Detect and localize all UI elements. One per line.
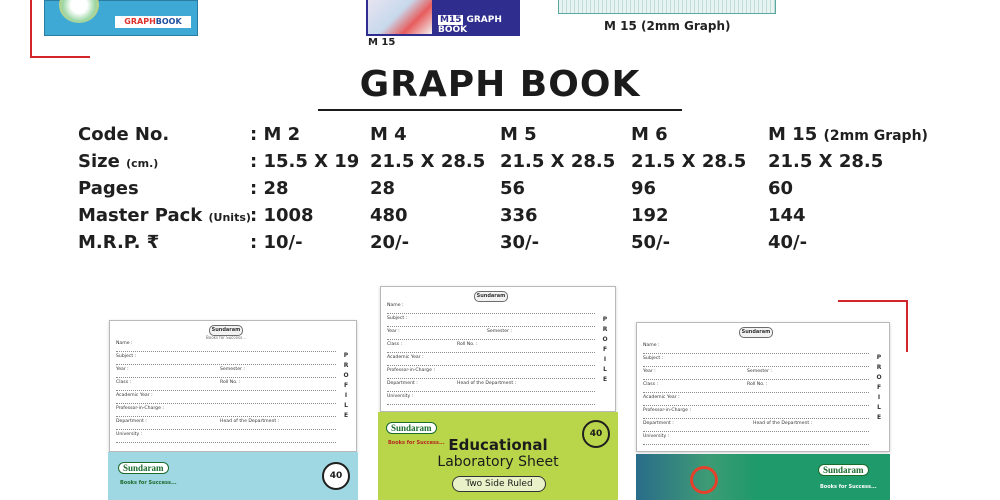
profile-letter: R — [343, 362, 349, 369]
form-field-year: Year : Semester : — [643, 369, 869, 380]
cover-tagline: Books for Success... — [388, 440, 445, 446]
cover-left — [108, 452, 358, 500]
profile-vertical-label — [599, 315, 611, 385]
anniversary-seal: 40 — [582, 420, 610, 448]
form-field-department: Department : Head of the Department : — [387, 381, 595, 392]
row-label: Master Pack (Units) — [78, 205, 251, 226]
profile-letter: L — [877, 404, 881, 411]
profile-letter: E — [343, 412, 349, 419]
profile-letter: L — [344, 402, 348, 409]
cover-logo: Sundaram — [386, 422, 437, 434]
corner-accent-line — [30, 0, 32, 58]
profile-letter: L — [603, 366, 607, 373]
spec-row-code — [78, 124, 958, 151]
profile-letter: I — [877, 394, 881, 401]
row-label: Pages — [78, 178, 139, 199]
cell-m6: 192 — [631, 205, 669, 226]
form-field-name: Name : — [116, 341, 336, 352]
form-field-professor: Professor-in-Charge : — [387, 368, 595, 379]
form-field-name: Name : — [643, 343, 869, 354]
cell-m6: 21.5 X 28.5 — [631, 151, 747, 172]
cell-m15: 21.5 X 28.5 — [768, 151, 884, 172]
cell-m6: M 6 — [631, 124, 668, 145]
cover-title: Educational — [448, 436, 548, 454]
profile-letter: O — [602, 336, 608, 343]
profile-letter: F — [343, 382, 349, 389]
form-field-university: University : — [116, 432, 336, 443]
page-title: GRAPH BOOK — [359, 64, 641, 105]
row-label: Code No. — [78, 124, 170, 145]
profile-letter: F — [602, 346, 608, 353]
anniversary-seal: 40 — [322, 462, 350, 490]
profile-letter: P — [876, 354, 882, 361]
cell-m2: : 1008 — [250, 205, 314, 226]
cover-tagline: Books for Success... — [820, 484, 877, 490]
form-field-professor: Professor-in-Charge : — [116, 406, 336, 417]
atom-icon — [690, 466, 718, 494]
thumbnail-label: M15 GRAPH BOOK — [438, 15, 502, 35]
profile-letter: O — [343, 372, 349, 379]
form-field-university: University : — [643, 434, 869, 445]
profile-card-left — [109, 320, 357, 452]
profile-letter: O — [876, 374, 882, 381]
profile-letter: E — [876, 414, 882, 421]
brand-logo: Sundaram — [474, 291, 508, 302]
brand-logo: Sundaram — [209, 325, 243, 336]
cover-subtitle: Laboratory Sheet — [437, 454, 559, 470]
product-thumbnail-graph-sheet — [558, 0, 776, 14]
form-field-class: Class : Roll No. : — [387, 342, 595, 353]
cell-m4: 480 — [370, 205, 408, 226]
brand-logo: Sundaram — [739, 327, 773, 338]
cell-m5: M 5 — [500, 124, 537, 145]
spec-row-size — [78, 151, 958, 178]
cover-art-image — [59, 0, 99, 23]
profile-vertical-label — [873, 353, 885, 423]
form-field-subject: Subject : — [116, 354, 336, 365]
corner-accent-line — [30, 56, 90, 58]
form-field-department: Department : Head of the Department : — [116, 419, 336, 430]
product-thumbnail-graph-book — [44, 0, 198, 36]
form-field-subject: Subject : — [643, 356, 869, 367]
thumbnail-caption: M 15 (2mm Graph) — [604, 19, 731, 33]
cell-m4: 28 — [370, 178, 396, 199]
form-field-name: Name : — [387, 303, 595, 314]
row-label: Size (cm.) — [78, 151, 159, 172]
form-field-class: Class : Roll No. : — [116, 380, 336, 391]
corner-accent-line — [838, 300, 908, 302]
cell-m5: 56 — [500, 178, 526, 199]
form-field-university: University : — [387, 394, 595, 405]
cell-m6: 50/- — [631, 232, 671, 253]
profile-letter: P — [343, 352, 349, 359]
spec-row-pages — [78, 178, 958, 205]
form-field-subject: Subject : — [387, 316, 595, 327]
cell-m5: 30/- — [500, 232, 540, 253]
title-underline — [318, 109, 682, 111]
cell-m15: M 15 (2mm Graph) — [768, 124, 928, 145]
cell-m4: 21.5 X 28.5 — [370, 151, 486, 172]
cell-m4: 20/- — [370, 232, 410, 253]
spec-row-mrp — [78, 232, 958, 259]
brand-tagline: Books for Success... — [206, 335, 246, 340]
cover-tagline: Books for Success... — [120, 480, 177, 486]
cell-m2: : 28 — [250, 178, 289, 199]
profile-letter: I — [344, 392, 348, 399]
cover-logo: Sundaram — [818, 464, 869, 476]
form-field-department: Department : Head of the Department : — [643, 421, 869, 432]
cell-m6: 96 — [631, 178, 657, 199]
cell-m5: 336 — [500, 205, 538, 226]
thumbnail-caption: M 15 — [368, 37, 396, 48]
spec-row-master-pack — [78, 205, 958, 232]
cover-logo: Sundaram — [118, 462, 169, 474]
profile-card-middle — [380, 286, 616, 412]
cell-m15: 144 — [768, 205, 806, 226]
profile-letter: F — [876, 384, 882, 391]
cell-m5: 21.5 X 28.5 — [500, 151, 616, 172]
form-field-academic-year: Academic Year : — [116, 393, 336, 404]
form-field-professor: Professor-in-Charge : — [643, 408, 869, 419]
form-field-academic-year: Academic Year : — [643, 395, 869, 406]
thumbnail-label: GRAPHBOOK — [115, 16, 191, 28]
form-field-year: Year : Semester : — [116, 367, 336, 378]
cell-m2: : 10/- — [250, 232, 303, 253]
form-field-class: Class : Roll No. : — [643, 382, 869, 393]
cover-art-image — [368, 0, 432, 34]
profile-letter: R — [602, 326, 608, 333]
cell-m15: 40/- — [768, 232, 808, 253]
profile-letter: P — [602, 316, 608, 323]
form-field-year: Year : Semester : — [387, 329, 595, 340]
cover-right — [636, 454, 890, 500]
row-label: M.R.P. ₹ — [78, 232, 160, 253]
cell-m2: : M 2 — [250, 124, 301, 145]
profile-letter: R — [876, 364, 882, 371]
cell-m4: M 4 — [370, 124, 407, 145]
cell-m2: : 15.5 X 19 — [250, 151, 360, 172]
product-thumbnail-m15 — [366, 0, 520, 36]
profile-letter: E — [602, 376, 608, 383]
cover-badge: Two Side Ruled — [452, 476, 546, 492]
profile-card-right — [636, 322, 890, 452]
corner-accent-line — [906, 300, 908, 352]
profile-vertical-label — [340, 351, 352, 421]
profile-letter: I — [603, 356, 607, 363]
form-field-academic-year: Academic Year : — [387, 355, 595, 366]
cover-middle — [378, 412, 618, 500]
cell-m15: 60 — [768, 178, 794, 199]
spec-table — [78, 124, 958, 259]
